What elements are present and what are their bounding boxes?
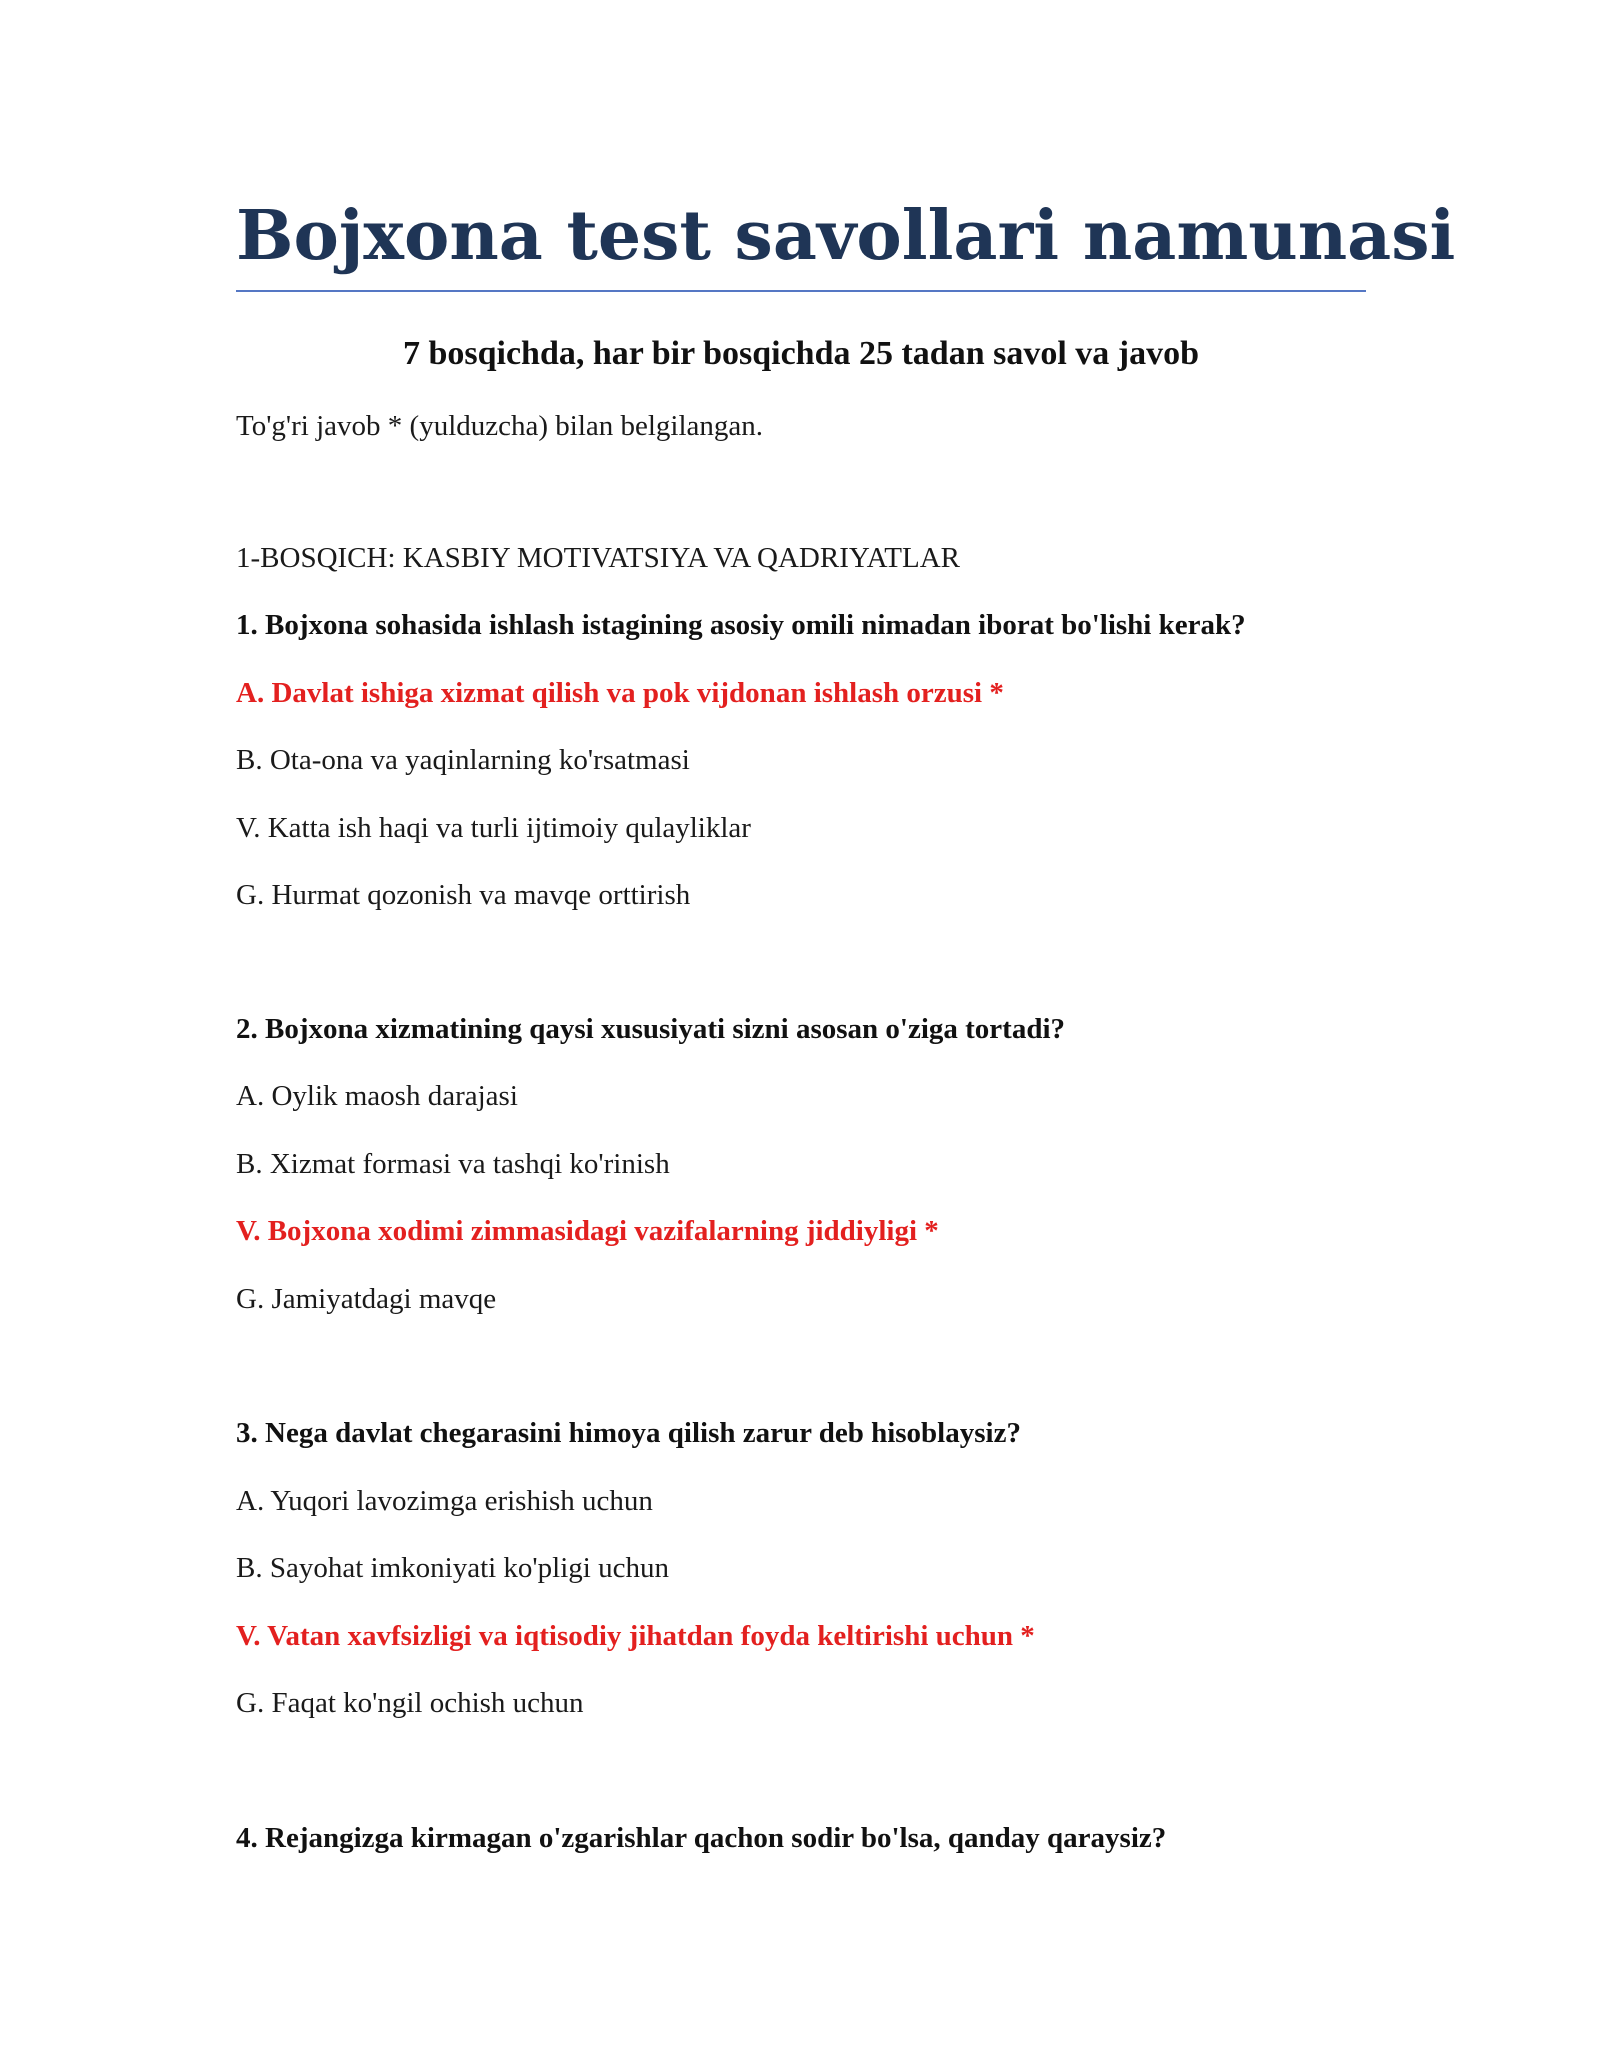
section-heading: 1-BOSQICH: KASBIY MOTIVATSIYA VA QADRIYATLAR — [236, 542, 961, 574]
question-4: 4. Rejangizga kirmagan o'zgarishlar qachon sodir bo'lsa, qanday qaraysiz? — [236, 1822, 1167, 1854]
question-2-option-b: B. Xizmat formasi va tashqi ko'rinish — [236, 1148, 670, 1180]
question-1-option-b: B. Ota-ona va yaqinlarning ko'rsatmasi — [236, 744, 690, 776]
question-3-option-a: A. Yuqori lavozimga erishish uchun — [236, 1485, 653, 1517]
document-title: Bojxona test savollari namunasi — [236, 196, 1456, 276]
question-1-option-a: A. Davlat ishiga xizmat qilish va pok vijdonan ishlash orzusi * — [236, 677, 1004, 709]
question-3-option-g: G. Faqat ko'ngil ochish uchun — [236, 1687, 584, 1719]
question-1-option-v: V. Katta ish haqi va turli ijtimoiy qulayliklar — [236, 812, 751, 844]
question-1-option-g: G. Hurmat qozonish va mavqe orttirish — [236, 879, 691, 911]
question-3: 3. Nega davlat chegarasini himoya qilish zarur deb hisoblaysiz? — [236, 1417, 1021, 1449]
question-3-option-b: B. Sayohat imkoniyati ko'pligi uchun — [236, 1552, 669, 1584]
question-3-option-v: V. Vatan xavfsizligi va iqtisodiy jihatdan foyda keltirishi uchun * — [236, 1620, 1035, 1652]
question-2-option-a: A. Oylik maosh darajasi — [236, 1080, 518, 1112]
question-1: 1. Bojxona sohasida ishlash istagining asosiy omili nimadan iborat bo'lishi kerak? — [236, 609, 1246, 641]
question-2: 2. Bojxona xizmatining qaysi xususiyati sizni asosan o'ziga tortadi? — [236, 1013, 1066, 1045]
title-underline — [236, 290, 1366, 292]
question-2-option-g: G. Jamiyatdagi mavqe — [236, 1283, 497, 1315]
answer-key-note: To'g'ri javob * (yulduzcha) bilan belgilangan. — [236, 410, 764, 442]
document-subtitle: 7 bosqichda, har bir bosqichda 25 tadan savol va javob — [402, 335, 1200, 372]
question-2-option-v: V. Bojxona xodimi zimmasidagi vazifalarning jiddiyligi * — [236, 1215, 939, 1247]
